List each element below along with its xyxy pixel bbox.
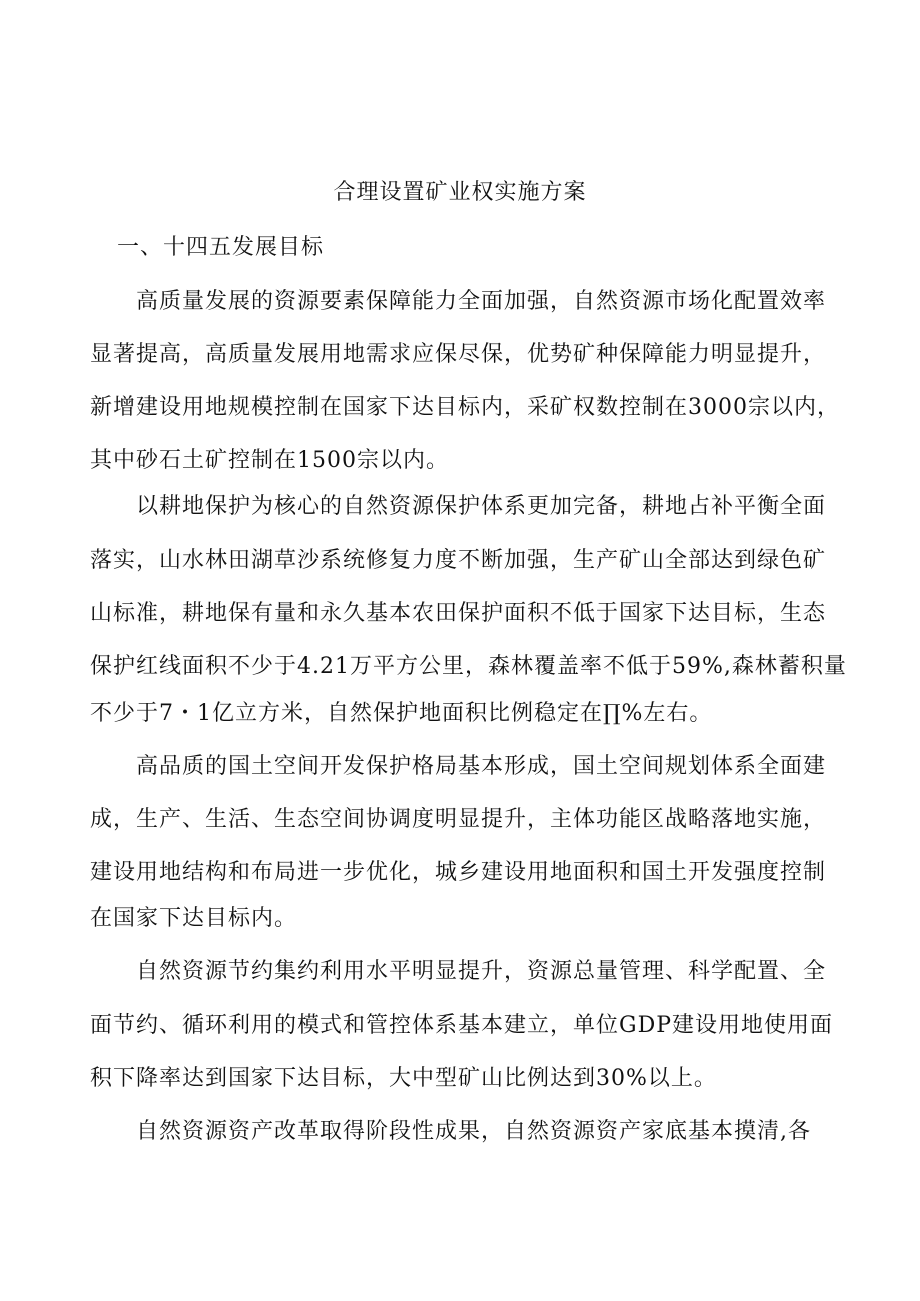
paragraph-3-line-3: 建设用地结构和布局进一步优化，城乡建设用地面积和国土开发强度控制 [90, 860, 827, 885]
paragraph-2-line-2: 落实，山水林田湖草沙系统修复力度不断加强，生产矿山全部达到绿色矿 [90, 548, 827, 573]
paragraph-1-line-4: 其中砂石土矿控制在1500宗以内。 [90, 448, 449, 473]
paragraph-5-line-1: 自然资源资产改革取得阶段性成果，自然资源资产家底基本摸清,各 [136, 1119, 811, 1144]
paragraph-4-line-1: 自然资源节约集约利用水平明显提升，资源总量管理、科学配置、全 [136, 959, 827, 984]
paragraph-1-line-2: 显著提高，高质量发展用地需求应保尽保，优势矿种保障能力明显提升， [90, 342, 827, 367]
paragraph-3-line-2: 成，生产、生活、生态空间协调度明显提升，主体功能区战略落地实施， [90, 807, 827, 832]
paragraph-4-line-3: 积下降率达到国家下达目标，大中型矿山比例达到30%以上。 [90, 1066, 717, 1091]
paragraph-2-line-4: 保护红线面积不少于4.21万平方公里，森林覆盖率不低于59%,森林蓄积量 [90, 654, 847, 679]
paragraph-2-line-1: 以耕地保护为核心的自然资源保护体系更加完备，耕地占补平衡全面 [136, 494, 827, 519]
paragraph-1-line-3: 新增建设用地规模控制在国家下达目标内，采矿权数控制在3000宗以内， [90, 395, 840, 420]
document-title: 合理设置矿业权实施方案 [333, 180, 587, 205]
paragraph-3-line-1: 高品质的国土空间开发保护格局基本形成，国土空间规划体系全面建 [136, 754, 827, 779]
paragraph-3-line-4: 在国家下达目标内。 [90, 906, 298, 931]
paragraph-1-line-1: 高质量发展的资源要素保障能力全面加强，自然资源市场化配置效率 [136, 289, 827, 314]
paragraph-2-line-3: 山标准，耕地保有量和永久基本农田保护面积不低于国家下达目标，生态 [90, 601, 827, 626]
paragraph-2-line-5: 不少于7・1亿立方米，自然保护地面积比例稳定在∏%左右。 [90, 701, 713, 726]
section-heading: 一、十四五发展目标 [117, 235, 325, 260]
paragraph-4-line-2: 面节约、循环利用的模式和管控体系基本建立，单位GDP建设用地使用面 [90, 1013, 834, 1038]
